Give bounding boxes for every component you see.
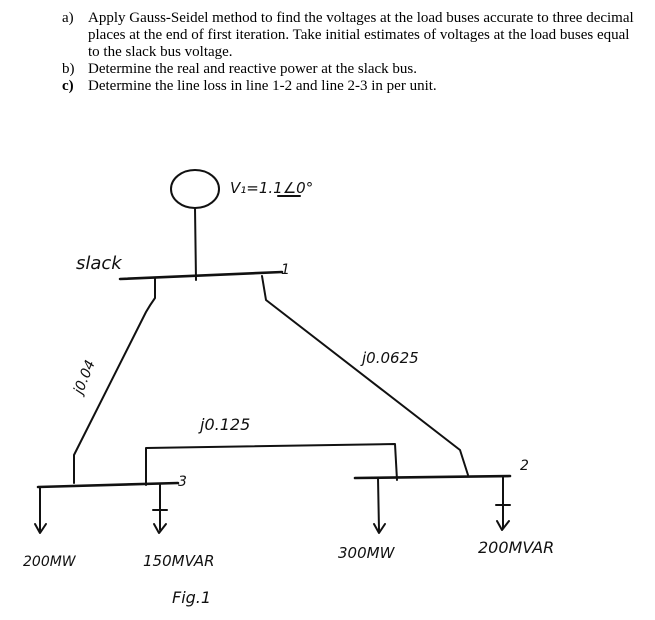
load-3-p-label: 200MW <box>23 554 76 570</box>
question-c-marker: c) <box>62 78 74 94</box>
load-2-q-label: 200MVAR <box>478 538 555 557</box>
load-3-q-label: 150MVAR <box>143 552 215 570</box>
bus-3-number: 3 <box>178 474 187 490</box>
bus-2-number: 2 <box>520 458 529 474</box>
impedance-1-2-label: j0.0625 <box>362 349 419 367</box>
figure-caption: Fig.1 <box>172 588 212 607</box>
slack-label: slack <box>76 253 122 274</box>
load-2p-line <box>378 478 379 530</box>
load-2-p-label: 300MW <box>338 544 395 562</box>
generator-symbol <box>171 170 219 208</box>
bus-3 <box>38 483 178 487</box>
question-a-text: Apply Gauss-Seidel method to find the voltages at the load buses accurate to three decimal places at the end of first iteration. Take initial estimates of voltages at the load buses equal to the slack bus voltage. <box>88 10 634 60</box>
question-b-marker: b) <box>62 61 75 77</box>
generator-voltage-label: V₁=1.1∠0° <box>230 179 314 197</box>
bus-1-number: 1 <box>281 262 290 278</box>
bus-1 <box>120 272 282 279</box>
question-a-marker: a) <box>62 10 74 26</box>
generator-connection <box>195 208 196 280</box>
impedance-2-3-label: j0.125 <box>200 415 251 434</box>
question-b-text: Determine the real and reactive power at the slack bus. <box>88 61 418 77</box>
question-c-text: Determine the line loss in line 1-2 and line 2-3 in per unit. <box>88 78 437 94</box>
impedance-1-3-label: j0.04 <box>70 357 99 397</box>
